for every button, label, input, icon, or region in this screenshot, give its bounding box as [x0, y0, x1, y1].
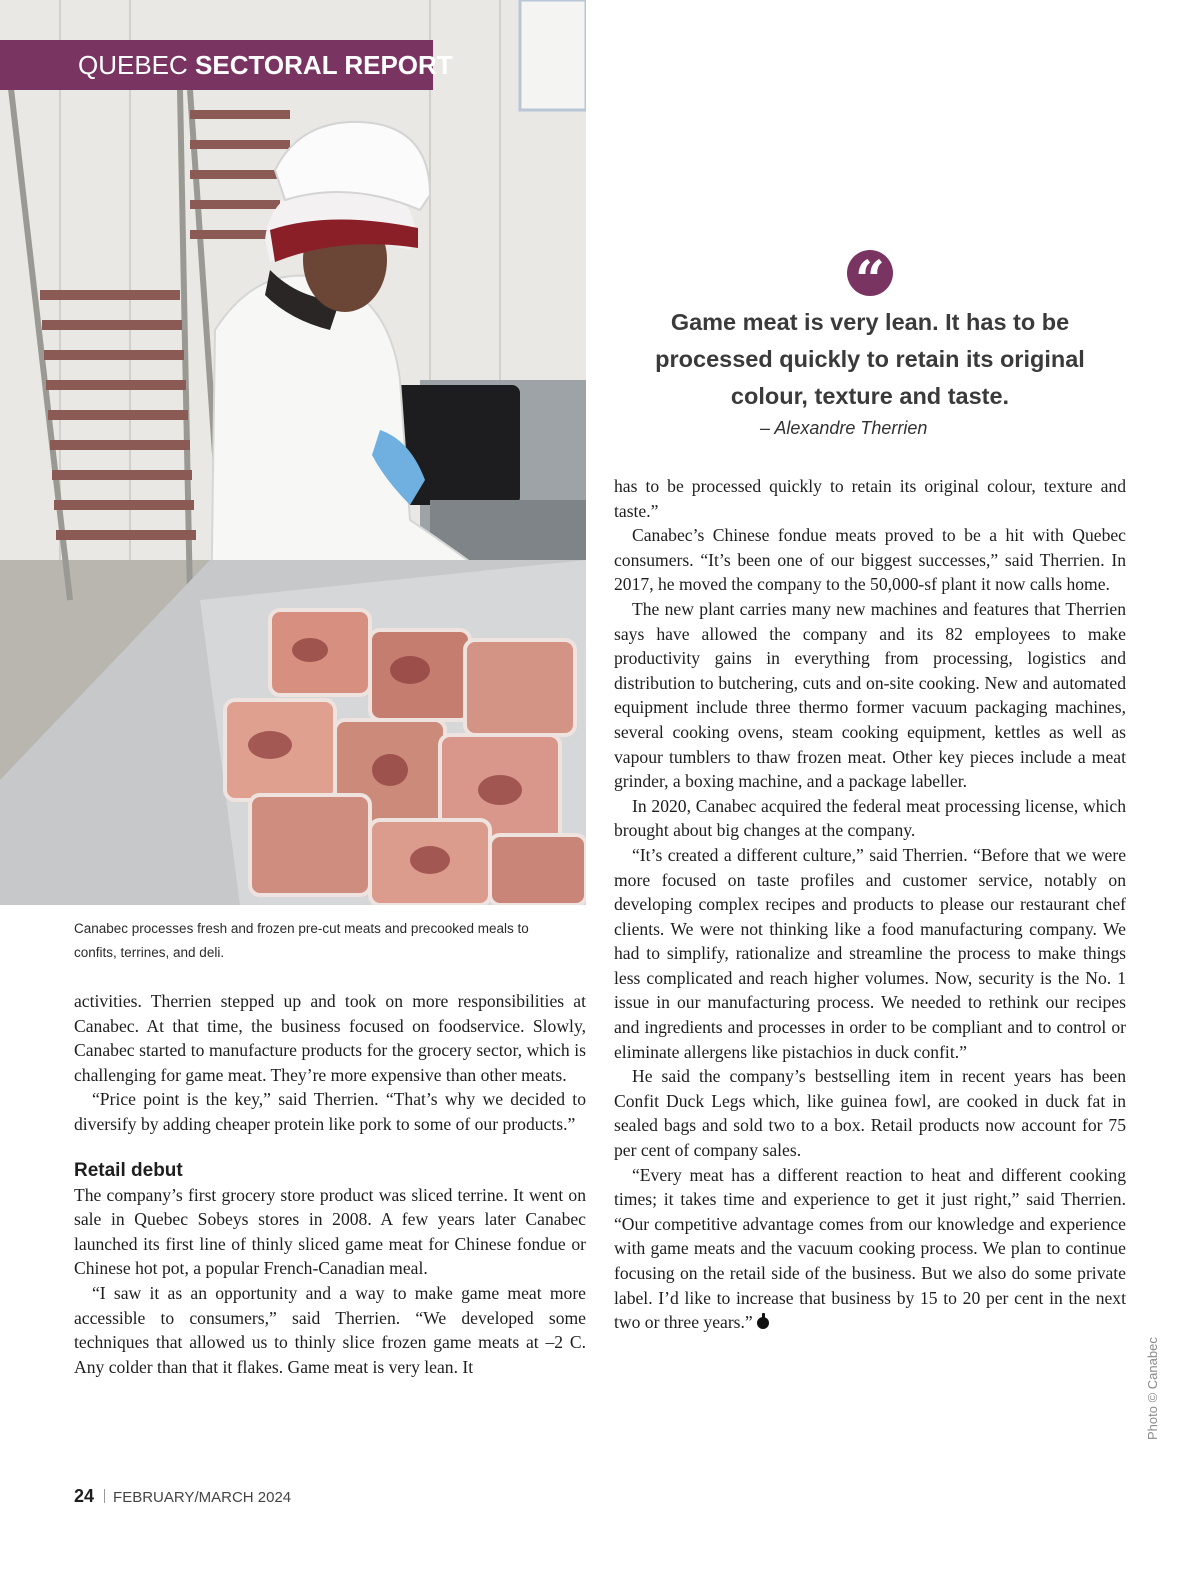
section-tag-bold: SECTORAL REPORT: [195, 50, 453, 80]
body-paragraph: In 2020, Canabec acquired the federal meat processing license, which brought about big changes at the company.: [614, 795, 1126, 841]
quote-mark-icon: [847, 250, 893, 311]
body-paragraph: “I saw it as an opportunity and a way to make game meat more accessible to consumers,” said Therrien. “We developed some techniques that allowed us to thinly slice frozen game meats at –2 C. Any colder than that it flakes. Game meat is very lean. It: [74, 1282, 586, 1377]
subheading: Retail debut: [74, 1159, 183, 1181]
photo-illustration: [0, 0, 586, 905]
body-paragraph: “Price point is the key,” said Therrien. “That’s why we decided to diversify by adding cheaper protein like pork to some of our products.”: [74, 1089, 586, 1134]
page-number: 24: [74, 1486, 95, 1506]
body-paragraph: Canabec’s Chinese fondue meats proved to be a hit with Quebec consumers. “It’s been one of our biggest successes,” said Therrien. In 2017, he moved the company to the 50,000-sf plant it now calls home.: [614, 525, 1126, 595]
photo-caption: Canabec processes fresh and frozen pre-cut meats and precooked meals to confits, terrines, and deli.: [74, 921, 529, 960]
pull-quote: [614, 250, 1126, 439]
body-paragraph-last: [614, 1163, 1126, 1335]
left-column: [74, 989, 586, 1379]
body-paragraph: “It’s created a different culture,” said Therrien. “Before that we were more focused on taste profiles and customer service, notably on developing complex recipes and products to please our restaurant chef clients. We were not thinking like a food manufacturing company. We had to simplify, rationalize and streamline the process to make things less complicated and reach higher volumes. Now, security is the No. 1 issue in our manufacturing process. We needed to rethink our recipes and ingredients and processes in order to be compliant and to control or eliminate allergens like pistachios in duck confit.”: [614, 844, 1126, 1062]
section-tag-light: QUEBEC: [78, 50, 188, 80]
quote-mark-glyph: “: [855, 250, 885, 311]
section-tag: [0, 40, 453, 90]
pull-quote-text: Game meat is very lean. It has to be processed quickly to retain its original colour, texture and taste.: [655, 309, 1085, 409]
page-footer: [74, 1486, 291, 1507]
footer-divider: [104, 1489, 105, 1503]
issue-date: FEBRUARY/MARCH 2024: [113, 1489, 292, 1506]
body-paragraph: has to be processed quickly to retain its original colour, texture and taste.”: [614, 476, 1126, 521]
body-paragraph: He said the company’s bestselling item in recent years has been Confit Duck Legs which, like guinea fowl, are cooked in duck fat in sealed bags and sold two to a box. Retail products now account for 75 per cent of company sales.: [614, 1066, 1126, 1161]
end-of-article-apple-icon: [757, 1317, 769, 1329]
last-paragraph-text: “Every meat has a different reaction to heat and different cooking times; it takes time and experience to get it just right,” said Therrien. “Our competitive advantage comes from our knowledge and experience with game meats and the vacuum cooking process. We plan to continue focusing on the retail side of the business. But we also do some private label. I’d like to increase that business by 15 to 20 per cent in the next two or three years.”: [614, 1164, 1126, 1333]
body-paragraph: The company’s first grocery store product was sliced terrine. It went on sale in Quebec Sobeys stores in 2008. A few years later Canabec launched its first line of thinly sliced game meat for Chinese fondue or Chinese hot pot, a popular French-Canadian meal.: [74, 1184, 586, 1279]
body-paragraph: The new plant carries many new machines and features that Therrien says have allowed the company and its 82 employees to make productivity gains in everything from processing, logistics and distribution to butchering, cuts and on-site cooking. New and automated equipment include three thermo former vacuum packaging machines, several cooking ovens, steam cooking equipment, kettles as well as vapour tumblers to thaw frozen meat. Other key pieces include a meat grinder, a boxing machine, and a package labeller.: [614, 598, 1126, 792]
article-photo: [0, 0, 586, 905]
photo-credit: Photo © Canabec: [1145, 1337, 1160, 1440]
right-column: [614, 474, 1126, 1335]
pull-quote-attribution: – Alexandre Therrien: [760, 418, 928, 438]
body-paragraph: activities. Therrien stepped up and took on more responsibilities at Canabec. At that time, the business focused on foodservice. Slowly, Canabec started to manufacture products for the grocery sector, which is challenging for game meat. They’re more expensive than other meats.: [74, 991, 586, 1085]
